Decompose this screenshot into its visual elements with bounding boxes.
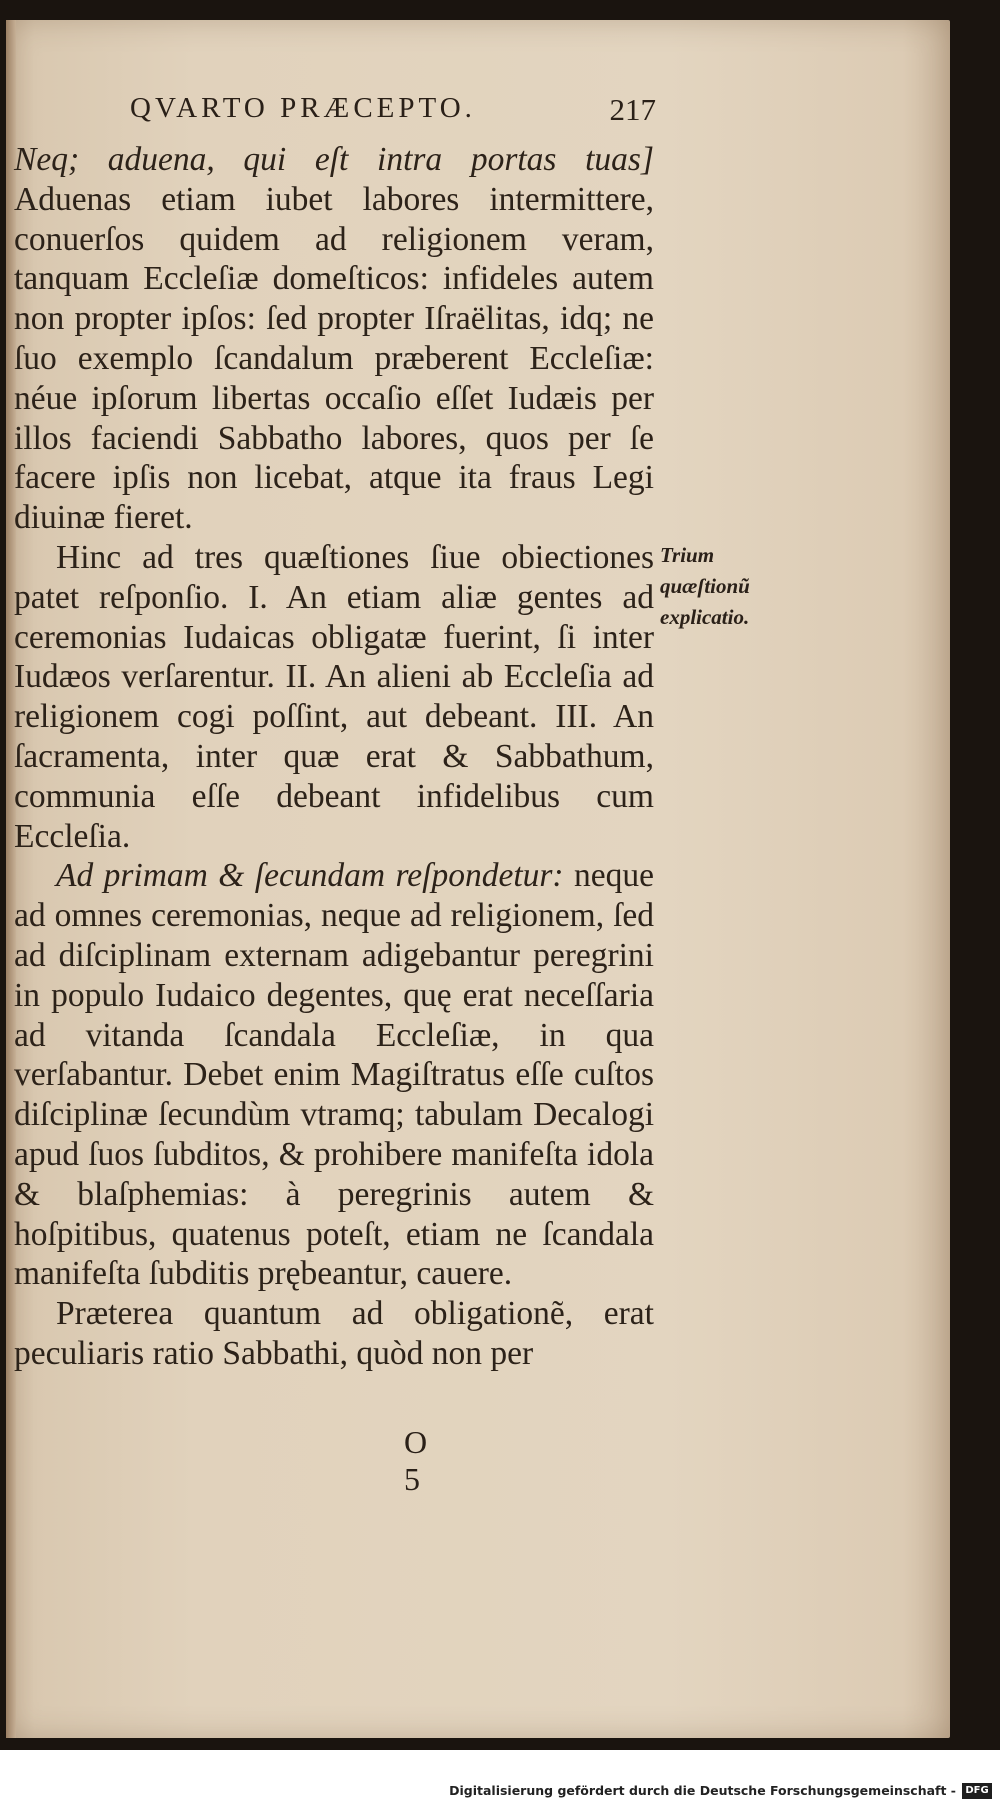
body-text [14, 140, 654, 1420]
marginal-note [660, 540, 800, 650]
marginal-note-line: explicatio. [660, 605, 750, 629]
running-head: QVARTO PRÆCEPTO. [130, 92, 476, 124]
paragraph-3 [14, 856, 654, 1294]
italic-lemma: Neq; aduena, qui eſt intra portas tuas] [14, 141, 654, 178]
paragraph-text: Hinc ad tres quæſtiones ſiue obiectiones patet reſponſio. I. An etiam aliæ gentes ad ceremonias Iudaicas obligatæ fuerint, ſi inter Iudæos verſarentur. II. An alieni ab Eccleſia ad religionem cogi poſſint, aut debeant. III. An ſacramenta, inter quæ erat & Sabbathum, communia eſſe debeant infidelibus cum Eccleſia. [14, 538, 654, 855]
signature-mark: O 5 [404, 1424, 456, 1497]
page-number: 217 [609, 92, 656, 127]
paragraph-1 [14, 140, 654, 538]
paragraph-text: Præterea quantum ad obligationẽ, erat peculiaris ratio Sabbathi, quòd non per [14, 1295, 654, 1372]
paragraph-2 [14, 538, 654, 856]
paragraph-4 [14, 1294, 654, 1374]
footer-credit: Digitalisierung gefördert durch die Deutsche Forschungsgemeinschaft - [449, 1783, 956, 1798]
paragraph-text: Aduenas etiam iubet labores intermittere, conuerſos quidem ad religionem veram, tanquam Eccleſiæ domeſticos: infideles autem non propter ipſos: ſed propter Iſraëlitas, idq; ne ſuo exemplo ſcandalum præberent Eccleſiæ: néue ipſorum libertas occaſio eſſet Iudæis per illos faciendi Sabbatho labores, quos per ſe facere ipſis non licebat, atque ita fraus Legi diuinæ fieret. [14, 180, 654, 537]
dfg-logo-icon: DFG [962, 1783, 992, 1799]
paragraph-text: neque ad omnes ceremonias, neque ad religionem, ſed ad diſciplinam externam adigebantur peregrini in populo Iudaico degentes, quę erat neceſſaria ad vitanda ſcandala Eccleſiæ, in qua verſabantur. Debet enim Magiſtratus eſſe cuſtos diſciplinæ ſecundùm vtramq; tabulam Decalogi apud ſuos ſubditos, & prohibere manifeſta idola & blaſphemias: à peregrinis autem & hoſpitibus, quatenus poteſt, etiam ne ſcandala manifeſta ſubditis prębeantur, cauere. [14, 857, 655, 1293]
marginal-note-line: Trium [660, 543, 715, 567]
italic-lemma: Ad primam & ſecundam reſpondetur: [56, 857, 564, 895]
marginal-note-line: quæſtionũ [660, 574, 750, 598]
